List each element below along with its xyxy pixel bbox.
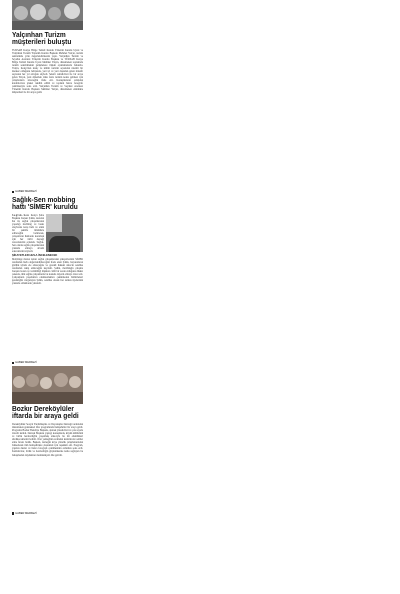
- portrait-photo: [46, 214, 83, 252]
- lead-label: Sağlık-Sen: [12, 213, 30, 217]
- headline-bozkir: Bozkır Dereköylüler iftarda bir araya geldi: [12, 405, 79, 421]
- body-lead: Konya Şube Başkanı Kenan Şahin, kurulan hat ile sağlık çalışanlarının yaşadığı mobbing ve baskı olaylarına karşı hızlı ve etkin bir şekilde müdahale edileceğini belirterek, çalışanların haklarını korumak için her türlü desteği vereceklerini açıkladı. Sağlık-Sen olarak sağlık çalışanlarının yanında olmaya devam edeceklerini söyledi.: [12, 213, 44, 254]
- headline-saglik-sen: Sağlık-Sen mobbing hattı 'SİMER' kuruldu: [12, 196, 78, 212]
- iftar-photo: [12, 366, 83, 404]
- section-subhead: ŞİKAYETLER HIZLA İNCELENECEK: [12, 253, 58, 257]
- body-rest: Mobbinge maruz kalan sağlık çalışanlarının şikayetlerinin SİMER tarafından hızla değerlendirileceğini ifade eden Şahin, başvuruların gizlilik içinde ele alınacağını ve gerekli hukuki sürecin sendika tarafından takip edileceğini kaydetti. Şahin, mobbingin çalışma barışını bozan ve verimliliği düşüren ciddi bir sorun olduğuna dikkat çekerek, tüm sağlık çalışanlarını bu konuda duyarlı olmaya davet etti. Çalışanların yaşadıkları olumsuzlukları çekinmeden bildirmeleri gerektiğini vurgulayan Şahin, sendika olarak her zaman üyelerinin yanında olduklarını yineledi.: [12, 257, 83, 286]
- author-byline: [12, 190, 83, 193]
- news-column: [12, 0, 83, 517]
- author-name-3: HABER MERKEZİ: [15, 511, 37, 515]
- event-photo: [12, 0, 83, 30]
- author-name-2: HABER MERKEZİ: [15, 361, 37, 365]
- article-body-saglik-sen: [12, 214, 83, 361]
- author-byline-3: [12, 512, 83, 515]
- headline-yalcinhan: Yalçınhan Turizm müşterileri buluştu: [12, 31, 72, 47]
- square-bullet-icon: [12, 191, 14, 193]
- author-byline-2: [12, 361, 83, 364]
- author-name: HABER MERKEZİ: [15, 190, 37, 194]
- article-body-bozkir: Dereköylüler Sosyal Yardımlaşma ve Dayanışma Derneği tarafından düzenlenen geleneksel iftar programında hemşehriler bir araya geldi. Programa Bozkır Belediye Başkanı, dernek yöneticileri ve çok sayıda davetli katıldı. Dernek Başkanı yaptığı konuşmada, köyün kültürünü ve birlik beraberliğini yaşatmak amacıyla bu tür etkinlikleri sürdüreceklerini belirtti. İftar yemeğinin ardından katılımcılar sohbet etme fırsatı buldu. Başkan, derneğin köye yönelik çalışmalarından bahsederek tüm hemşehrilere destekleri için teşekkür etti. Program, yapılan dualar ve hatıra fotoğrafı çekilmesinin ardından sona erdi. Katılımcılar, birlik ve beraberliğin güçlenmesine katkı sağlayan bu buluşmadan duydukları memnuniyeti dile getirdi.: [12, 423, 83, 457]
- article-body-yalcinhan: TÜRSAB Konya Bölge Temsil Kurulu Yönetim Kurulu Üyesi ve Yalçınhan Turizm Yönetim Kurulu Başkanı Mehmet Yalçın, turizm sektöründe yılın değerlendirmesini yaptı. Yalçınhan Turizm ve Seyahat Acentesi Yönetim Kurulu Başkanı ve TÜRSAB Konya Bölge Temsil Kurulu Üyesi Mehmet Yalçın, düzenlenen toplantıda turizm sektöründeki gelişmelere ilişkin açıklamalarda bulundu. Yalçın, Konya'nın inanç ve kültür turizmi açısından önemli bir merkez olduğunu belirterek, yurt içi ve yurt dışından gelen misafir sayısının her yıl arttığını söyledi. Sektör temsilcileri ile bir araya gelen Yalçın, yeni dönemde daha fazla turistin kente gelmesi için çalışmaların süreceğini ifade etti. Konuşmaların ardından katılımcılara plaket takdim edildi ve toplantı hatıra fotoğrafı çekilmesiyle sona erdi. Yalçınhan Turizm ve Seyahat Acentesi Yönetim Kurulu Başkanı Mehmet Yalçın, düzenlenen etkinlikte müşterileri ile bir araya geldi.: [12, 48, 83, 95]
- square-bullet-icon: [12, 362, 14, 364]
- square-bullet-icon: [12, 512, 14, 514]
